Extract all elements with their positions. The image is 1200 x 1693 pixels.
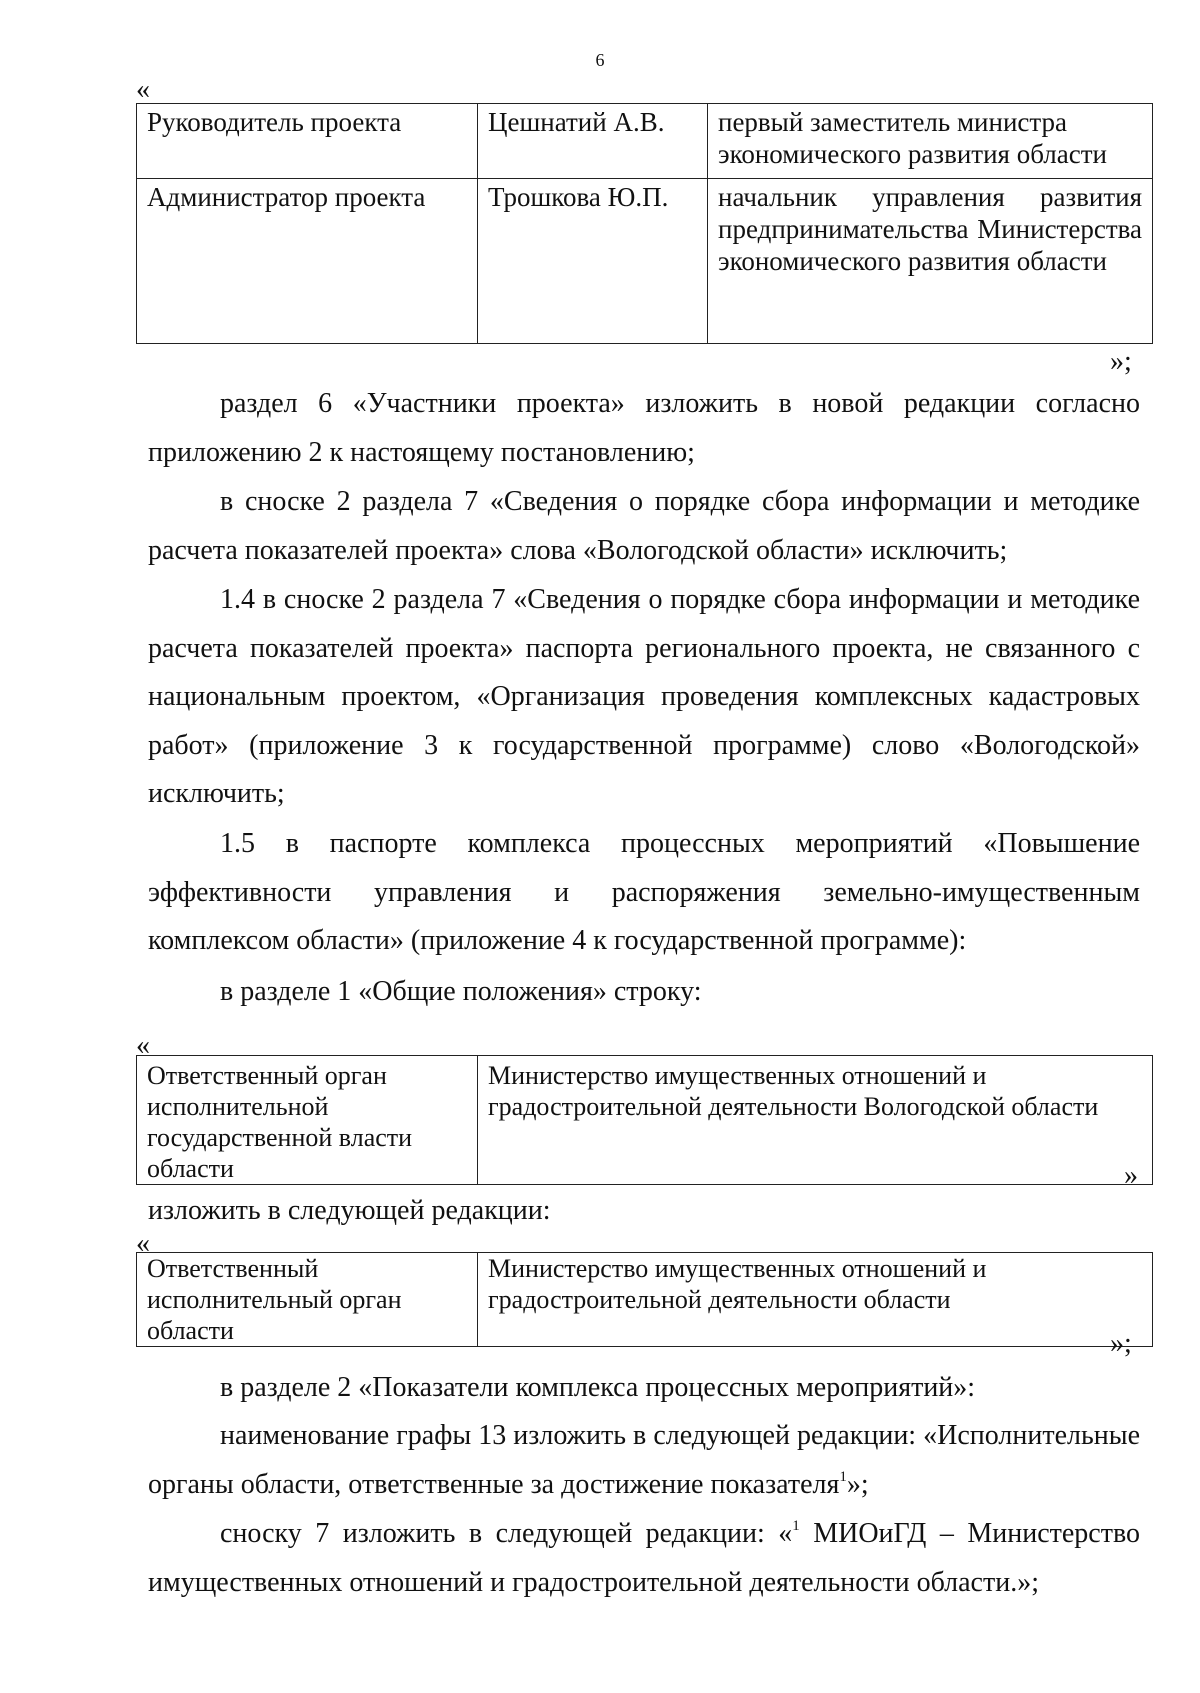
value-cell: Министерство имущественных отношений и градостроительной деятельности Вологодской области [478, 1056, 1153, 1185]
open-quote: « [136, 1030, 150, 1061]
table-row [137, 104, 1153, 179]
name-cell: Трошкова Ю.П. [478, 179, 708, 344]
footnote-mark: 1 [839, 1468, 847, 1485]
paragraph: раздел 6 «Участники проекта» изложить в новой редакции согласно приложению 2 к настоящему постановлению; [148, 388, 1140, 468]
paragraph: 1.4 в сноске 2 раздела 7 «Сведения о порядке сбора информации и методике расчета показателей проекта» паспорта регионального проекта, не связанного с национальным проектом, «Организация проведения комплексных кадастровых работ» (приложение 3 к государственной программе) слово «Вологодской» исключить; [148, 584, 1140, 809]
close-quote: » [1124, 1160, 1138, 1191]
open-quote: « [136, 1228, 150, 1259]
paragraph: в разделе 2 «Показатели комплекса процессных мероприятий»: [220, 1372, 976, 1403]
paragraph-text: сноску 7 изложить в следующей редакции: « [220, 1518, 793, 1549]
paragraph-text: МИОиГД – Министерство имущественных отношений и градостроительной деятельности области.»; [148, 1518, 1140, 1598]
table-row [137, 1056, 1153, 1185]
role-cell: Руководитель проекта [137, 104, 478, 179]
position-cell: начальник управления развития предпринимательства Министерства экономического развития области [708, 179, 1153, 344]
paragraph: изложить в следующей редакции: [148, 1195, 551, 1226]
table-row [137, 1253, 1153, 1347]
label-cell: Ответственный орган исполнительной государственной власти области [137, 1056, 478, 1185]
paragraph [148, 1412, 1140, 1509]
name-cell: Цешнатий А.В. [478, 104, 708, 179]
open-quote: « [136, 74, 150, 105]
paragraph: в сноске 2 раздела 7 «Сведения о порядке сбора информации и методике расчета показателей проекта» слова «Вологодской области» исключить; [148, 486, 1140, 566]
role-cell: Администратор проекта [137, 179, 478, 344]
position-cell: первый заместитель министра экономического развития области [708, 104, 1153, 179]
page-number: 6 [595, 50, 605, 70]
label-cell: Ответственный исполнительный орган области [137, 1253, 478, 1347]
new-row-table [136, 1252, 1153, 1347]
paragraph [148, 1510, 1140, 1607]
old-row-table [136, 1055, 1153, 1185]
close-quote: »; [1110, 1328, 1132, 1359]
paragraph: в разделе 1 «Общие положения» строку: [220, 976, 702, 1007]
paragraph-text: »; [846, 1468, 869, 1500]
paragraph: 1.5 в паспорте комплекса процессных мероприятий «Повышение эффективности управления и распоряжения земельно-имущественным комплексом области» (приложение 4 к государственной программе): [148, 828, 1140, 956]
value-cell: Министерство имущественных отношений и градостроительной деятельности области [478, 1253, 1153, 1347]
table-row [137, 179, 1153, 344]
project-roles-table [136, 103, 1153, 344]
footnote-mark: 1 [792, 1518, 800, 1534]
close-quote: »; [1110, 346, 1132, 377]
paragraph-text: наименование графы 13 изложить в следующей редакции: «Исполнительные органы области, ответственные за достижение показателя [148, 1420, 1140, 1500]
